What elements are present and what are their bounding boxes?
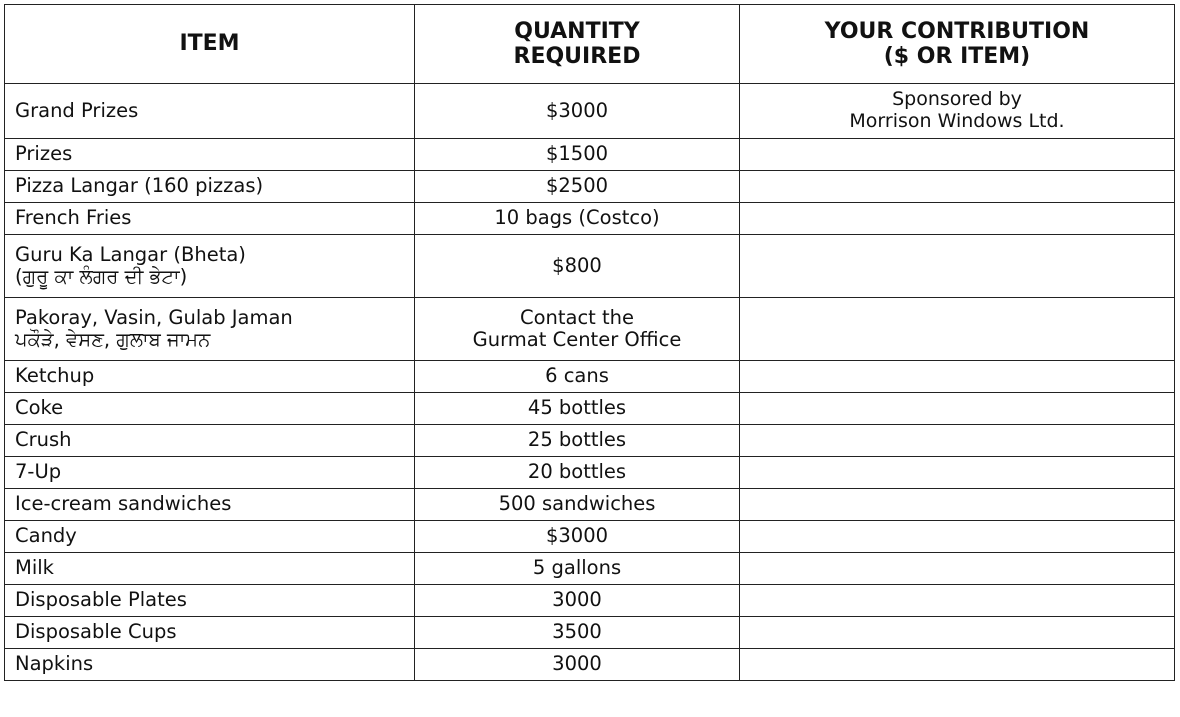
item-cell: Coke xyxy=(5,393,415,425)
contribution-header xyxy=(740,5,1175,84)
contribution-cell[interactable] xyxy=(740,521,1175,553)
table-row xyxy=(5,203,1175,235)
table-row xyxy=(5,84,1175,139)
quantity-header xyxy=(415,5,740,84)
contribution-header-line2: ($ OR ITEM) xyxy=(883,44,1031,69)
table-row xyxy=(5,139,1175,171)
table-row xyxy=(5,393,1175,425)
quantity-cell: 45 bottles xyxy=(415,393,740,425)
table-row xyxy=(5,171,1175,203)
quantity-cell: 3000 xyxy=(415,585,740,617)
contribution-cell[interactable] xyxy=(740,553,1175,585)
item-cell xyxy=(5,235,415,298)
contribution-table xyxy=(4,4,1175,681)
item-cell: Disposable Cups xyxy=(5,617,415,649)
contribution-cell[interactable] xyxy=(740,457,1175,489)
item-cell: Napkins xyxy=(5,649,415,681)
quantity-cell: $800 xyxy=(415,235,740,298)
contribution-header-line1: YOUR CONTRIBUTION xyxy=(824,18,1090,44)
contribution-cell[interactable] xyxy=(740,649,1175,681)
table-row xyxy=(5,457,1175,489)
table-row xyxy=(5,425,1175,457)
table-row xyxy=(5,235,1175,298)
quantity-cell: 500 sandwiches xyxy=(415,489,740,521)
table-row xyxy=(5,553,1175,585)
item-line1: Pakoray, Vasin, Gulab Jaman xyxy=(15,305,293,329)
item-cell: Prizes xyxy=(5,139,415,171)
contribution-cell[interactable] xyxy=(740,203,1175,235)
header-row xyxy=(5,5,1175,84)
quantity-cell: 25 bottles xyxy=(415,425,740,457)
quantity-cell: 10 bags (Costco) xyxy=(415,203,740,235)
contribution-cell[interactable] xyxy=(740,393,1175,425)
quantity-cell: $3000 xyxy=(415,84,740,139)
item-cell: Ketchup xyxy=(5,361,415,393)
item-cell: Disposable Plates xyxy=(5,585,415,617)
quantity-cell: 3500 xyxy=(415,617,740,649)
item-cell: Candy xyxy=(5,521,415,553)
item-cell: Grand Prizes xyxy=(5,84,415,139)
table-row xyxy=(5,361,1175,393)
table-row xyxy=(5,649,1175,681)
quantity-cell: 3000 xyxy=(415,649,740,681)
contribution-cell[interactable] xyxy=(740,139,1175,171)
contribution-cell[interactable] xyxy=(740,425,1175,457)
item-line2-punjabi: ਪਕੌੜੇ, ਵੇਸਣ, ਗੁਲਾਬ ਜਾਮਨ xyxy=(15,328,211,351)
contribution-cell[interactable] xyxy=(740,361,1175,393)
quantity-cell: $3000 xyxy=(415,521,740,553)
contribution-line2: Morrison Windows Ltd. xyxy=(849,110,1065,132)
item-cell: 7-Up xyxy=(5,457,415,489)
table-row xyxy=(5,521,1175,553)
table-row xyxy=(5,298,1175,361)
item-cell: Milk xyxy=(5,553,415,585)
contribution-line1: Sponsored by xyxy=(892,88,1022,111)
contribution-cell[interactable] xyxy=(740,84,1175,139)
item-line1: Guru Ka Langar (Bheta) xyxy=(15,242,246,266)
table-row xyxy=(5,585,1175,617)
quantity-cell xyxy=(415,298,740,361)
item-header: ITEM xyxy=(5,5,415,84)
quantity-header-line1: QUANTITY xyxy=(514,18,640,44)
item-line2-punjabi: (ਗੁਰੂ ਕਾ ਲੰਗਰ ਦੀ ਭੇਟਾ) xyxy=(15,265,188,288)
quantity-line1: Contact the xyxy=(519,305,635,329)
table-row xyxy=(5,489,1175,521)
table-row xyxy=(5,617,1175,649)
item-cell: Crush xyxy=(5,425,415,457)
quantity-cell: $1500 xyxy=(415,139,740,171)
quantity-cell: 20 bottles xyxy=(415,457,740,489)
quantity-cell: $2500 xyxy=(415,171,740,203)
item-cell: French Fries xyxy=(5,203,415,235)
contribution-cell[interactable] xyxy=(740,298,1175,361)
contribution-cell[interactable] xyxy=(740,235,1175,298)
quantity-header-line2: REQUIRED xyxy=(513,44,641,69)
quantity-cell: 5 gallons xyxy=(415,553,740,585)
contribution-cell[interactable] xyxy=(740,617,1175,649)
item-cell xyxy=(5,298,415,361)
quantity-cell: 6 cans xyxy=(415,361,740,393)
contribution-cell[interactable] xyxy=(740,171,1175,203)
item-cell: Pizza Langar (160 pizzas) xyxy=(5,171,415,203)
quantity-line2: Gurmat Center Office xyxy=(472,328,682,351)
item-cell: Ice-cream sandwiches xyxy=(5,489,415,521)
contribution-cell[interactable] xyxy=(740,585,1175,617)
contribution-cell[interactable] xyxy=(740,489,1175,521)
